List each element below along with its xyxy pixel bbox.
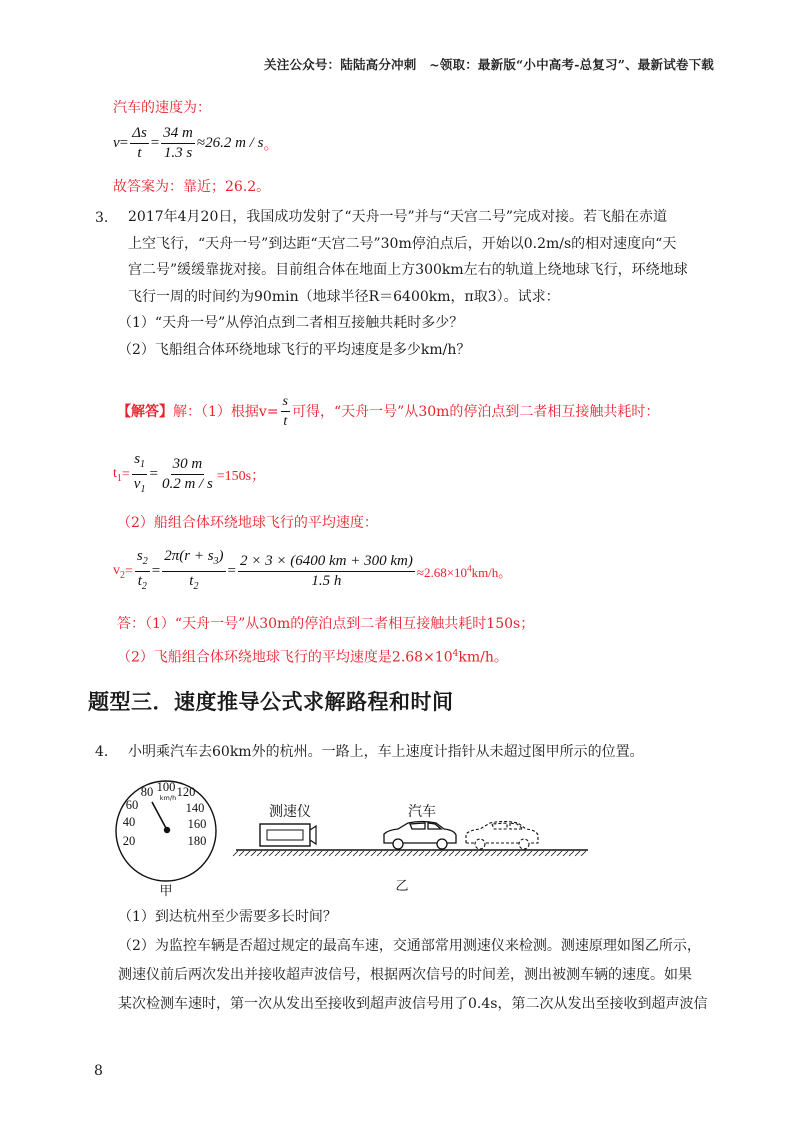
ground-hatch — [329, 851, 334, 856]
subscript: 2 — [141, 581, 147, 592]
frac-den: 1.3 s — [163, 145, 193, 161]
ground-hatch — [479, 851, 484, 856]
gauge-tick-label: 60 — [125, 798, 139, 812]
ground-hatch — [293, 851, 298, 856]
ground-hatch — [347, 851, 352, 856]
question-line: 宫二号”缓缓靠拢对接。目前组合体在地面上方300km左右的轨道上绕地球飞行，环绕地球 — [128, 262, 688, 278]
v2-result-value: ≈2.68×10 — [416, 565, 468, 580]
v2-result-unit: km/h。 — [471, 565, 512, 580]
answer-2-text: （2）飞船组合体环绕地球飞行的平均速度是2.68×10 — [117, 649, 453, 666]
ground-hatch — [437, 851, 442, 856]
question-4-subs — [118, 903, 707, 1019]
speed-equation — [113, 125, 278, 162]
page-number: 8 — [94, 1063, 103, 1079]
frac-den — [136, 572, 149, 595]
sub-question-1: （1）“天舟一号”从停泊点到二者相互接触共耗时多少？ — [118, 315, 464, 331]
ground-hatch — [281, 851, 286, 856]
question-number: 4. — [95, 744, 109, 760]
v2-label — [113, 563, 125, 581]
ground-hatch — [341, 851, 346, 856]
v2-result — [417, 562, 511, 581]
ground-hatch — [461, 851, 466, 856]
eq-equals: = — [121, 466, 130, 482]
ground-hatch — [353, 851, 358, 856]
answer-2-unit: km/h。 — [458, 649, 508, 666]
gauge-unit: km/h — [159, 794, 177, 802]
fraction-values — [161, 125, 195, 162]
t-symbol: t — [137, 573, 142, 589]
gauge-tick-label: 140 — [185, 801, 205, 815]
gauge-needle — [152, 802, 167, 830]
ground-hatch — [467, 851, 472, 856]
t1-subscript: 1 — [116, 472, 122, 484]
ground-hatch — [521, 851, 526, 856]
solution-intro — [117, 393, 659, 430]
eq-approx: ≈ — [196, 135, 206, 151]
ground-hatch — [545, 851, 550, 856]
section-title: 题型三．速度推导公式求解路程和时间 — [88, 690, 454, 714]
ground-hatch — [365, 851, 370, 856]
caption-b: 乙 — [395, 879, 409, 892]
ground-hatch — [371, 851, 376, 856]
speed-label: 汽车的速度为： — [113, 100, 211, 116]
ground-hatch — [299, 851, 304, 856]
v-symbol: v — [133, 476, 141, 492]
ground-line — [233, 850, 588, 856]
ground-hatch — [443, 851, 448, 856]
ground-hatch — [311, 851, 316, 856]
ground-hatch — [269, 851, 274, 856]
subscript: 2 — [142, 556, 148, 567]
car-label: 汽车 — [408, 804, 436, 820]
question-4-intro: 小明乘汽车去60km外的杭州。一路上，车上速度计指针从未超过图甲所示的位置。 — [128, 744, 644, 760]
gauge-tick-label: 120 — [176, 785, 196, 799]
s-symbol: s — [136, 548, 143, 564]
ground-hatch — [419, 851, 424, 856]
fraction-s2-t2 — [135, 548, 150, 595]
fraction-values — [160, 456, 215, 493]
ground-hatch — [323, 851, 328, 856]
answer-line: 故答案为：靠近；26.2。 — [113, 179, 271, 195]
ground-hatch — [575, 851, 580, 856]
ground-hatch — [287, 851, 292, 856]
ground-hatch — [539, 851, 544, 856]
ground-hatch — [515, 851, 520, 856]
exponent: 4 — [467, 563, 472, 574]
eq-equals: = — [150, 135, 160, 151]
eq-equals: = — [149, 466, 158, 482]
subscript: 1 — [140, 484, 146, 495]
solution-text-b: 可得，“天舟一号”从30m的停泊点到二者相互接触共耗时： — [292, 403, 660, 420]
sub-question-2-line: 某次检测车速时，第一次从发出至接收到超声波信号用了0.4s，第二次从发出至接收到超声波信 — [118, 996, 708, 1012]
gauge-tick-label: 40 — [122, 815, 136, 829]
eq-v: v — [113, 135, 120, 151]
frac-den — [132, 475, 148, 498]
sub-question-2-line: （2）为监控车辆是否超过规定的最高车速，交通部常用测速仪来检测。测速原理如图乙所示， — [118, 938, 701, 954]
ground-hatch — [251, 851, 256, 856]
solution-text-a: 解：（1）根据v= — [173, 403, 279, 420]
eq-equals: = — [119, 135, 129, 151]
exponent: 4 — [452, 649, 459, 659]
t1-result: =150s； — [216, 468, 266, 484]
v2-subscript: 2 — [120, 569, 125, 581]
ground-hatch — [473, 851, 478, 856]
frac-num — [132, 451, 147, 475]
page-header: 关注公众号：陆陆高分冲刺 ~领取：最新版“小中高考-总复习”、最新试卷下载 — [264, 57, 714, 72]
fraction-values — [238, 553, 415, 590]
speed-radar-figure — [232, 792, 592, 892]
ground-hatch — [317, 851, 322, 856]
answer-line-2 — [117, 644, 508, 668]
frac-den: t — [137, 145, 142, 161]
subscript: 2 — [193, 581, 199, 592]
car-dashed — [466, 822, 538, 850]
eq-equals: = — [125, 563, 133, 579]
sub-question-1: （1）到达杭州至少需要多长时间？ — [118, 909, 337, 925]
ground-hatch — [389, 851, 394, 856]
ground-hatch — [485, 851, 490, 856]
fraction-circumference — [162, 548, 225, 595]
ground-hatch — [383, 851, 388, 856]
frac-num: s — [281, 393, 290, 412]
car-solid — [384, 822, 456, 850]
question-line: 上空飞行，“天舟一号”到达距“天宫二号”30m停泊点后，开始以0.2m/s的相对速度向“天 — [128, 235, 677, 252]
frac-num: 30 m — [171, 456, 205, 475]
ground-hatch — [551, 851, 556, 856]
subscript: 1 — [140, 459, 146, 470]
ground-hatch — [233, 851, 238, 856]
ground-hatch — [431, 851, 436, 856]
frac-num — [135, 548, 150, 572]
paren-close: ) — [218, 548, 224, 564]
radar-label: 测速仪 — [269, 804, 311, 820]
eq-dot: 。 — [263, 137, 279, 153]
v2-symbol: v — [113, 562, 120, 578]
question-line: 飞行一周的时间约为90min（地球半径R＝6400km，π取3）。试求： — [128, 288, 560, 305]
frac-den — [187, 572, 200, 595]
sub-question-2: （2）飞船组合体环绕地球飞行的平均速度是多少km/h？ — [118, 341, 471, 358]
s-symbol: s — [134, 451, 141, 467]
gauge-tick-label: 160 — [187, 817, 207, 831]
t-symbol: t — [189, 573, 194, 589]
gauge-hub — [164, 827, 170, 833]
ground-hatch — [491, 851, 496, 856]
numerator-text: 2π(r + s — [164, 548, 214, 564]
part2-label: （2）船组合体环绕地球飞行的平均速度： — [117, 515, 378, 531]
t1-label — [113, 466, 122, 484]
ground-hatch — [455, 851, 460, 856]
question-3-body — [118, 204, 688, 363]
ground-hatch — [425, 851, 430, 856]
gauge-tick-label: 180 — [187, 834, 207, 848]
frac-num: 2 × 3 × (6400 km + 300 km) — [238, 553, 415, 572]
ground-hatch — [449, 851, 454, 856]
question-number: 3. — [95, 210, 109, 226]
fraction-s-over-t — [281, 393, 290, 430]
ground-hatch — [257, 851, 262, 856]
v2-equation — [113, 548, 511, 595]
ground-hatch — [407, 851, 412, 856]
ground-hatch — [245, 851, 250, 856]
gauge-tick-label: 80 — [140, 785, 154, 799]
t1-symbol: t — [113, 465, 117, 481]
frac-den: 1.5 h — [311, 573, 342, 589]
ground-hatch — [563, 851, 568, 856]
ground-hatch — [413, 851, 418, 856]
eq-equals: = — [151, 563, 161, 579]
ground-hatch — [359, 851, 364, 856]
fraction-s1-v1 — [132, 451, 148, 498]
ground-hatch — [557, 851, 562, 856]
solution-tag: 【解答】 — [117, 403, 173, 420]
ground-hatch — [305, 851, 310, 856]
ground-hatch — [527, 851, 532, 856]
ground-hatch — [395, 851, 400, 856]
eq-result: 26.2 m / s — [205, 135, 264, 151]
ground-hatch — [239, 851, 244, 856]
question-line: 2017年4月20日，我国成功发射了“天舟一号”并与“天宫二号”完成对接。若飞船在赤道 — [128, 209, 667, 225]
gauge-tick-label: 20 — [122, 834, 136, 848]
ground-hatch — [509, 851, 514, 856]
ground-hatch — [581, 851, 586, 856]
ground-hatch — [497, 851, 502, 856]
gauge-tick-label: 100 — [156, 780, 176, 794]
fraction-delta — [130, 125, 149, 162]
ground-hatch — [263, 851, 268, 856]
frac-num — [162, 548, 225, 572]
ground-hatch — [503, 851, 508, 856]
sub-question-2-line: 测速仪前后两次发出并接收超声波信号，根据两次信号的时间差，测出被测车辆的速度。如果 — [118, 967, 692, 983]
speedometer-figure — [110, 772, 240, 898]
radar-device — [260, 824, 316, 846]
subscript: 3 — [213, 556, 219, 567]
frac-num: 34 m — [161, 125, 195, 144]
caption-a: 甲 — [159, 884, 173, 898]
ground-hatch — [335, 851, 340, 856]
ground-hatch — [569, 851, 574, 856]
ground-hatch — [533, 851, 538, 856]
eq-equals: = — [227, 563, 236, 579]
ground-hatch — [401, 851, 406, 856]
ground-hatch — [377, 851, 382, 856]
frac-den: t — [283, 414, 288, 429]
ground-hatch — [275, 851, 280, 856]
frac-den: 0.2 m / s — [161, 476, 213, 492]
t1-equation — [113, 451, 265, 498]
frac-num: Δs — [130, 125, 149, 144]
answer-line-1: 答：（1）“天舟一号”从30m的停泊点到二者相互接触共耗时150s； — [117, 616, 535, 632]
